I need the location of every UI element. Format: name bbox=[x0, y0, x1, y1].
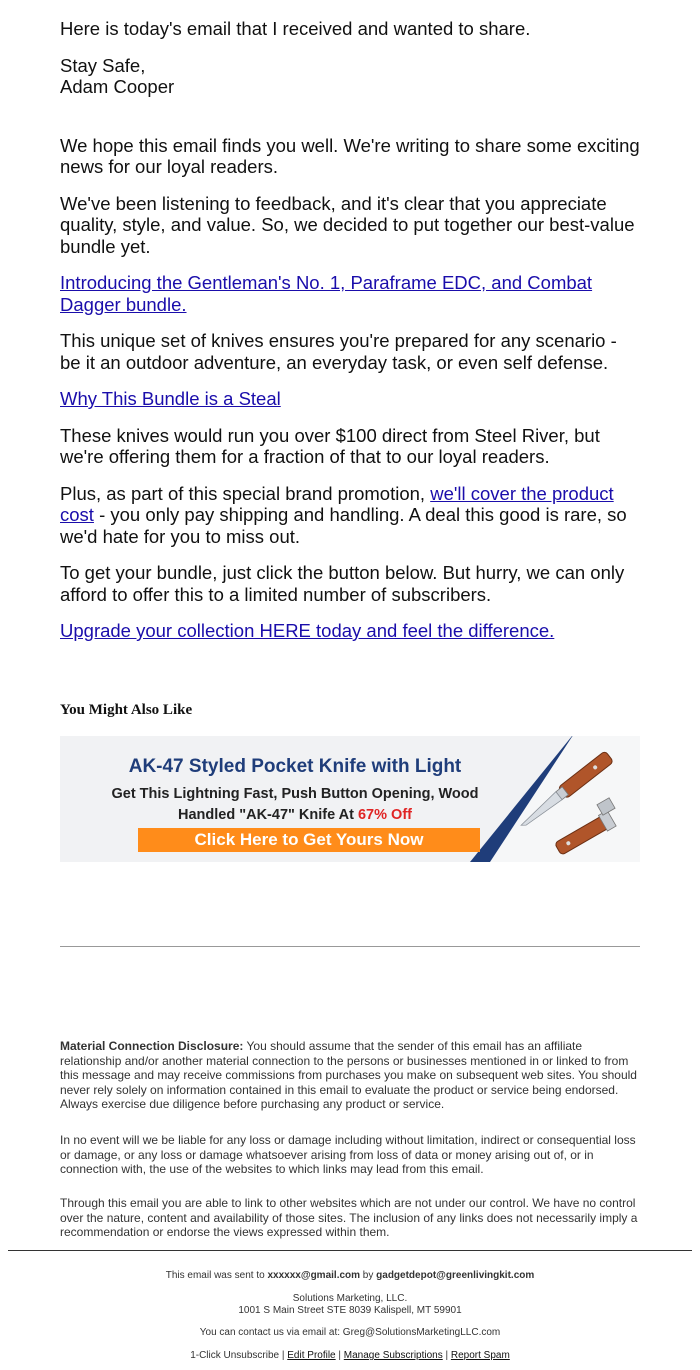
signature: Adam Cooper bbox=[60, 76, 175, 97]
bundle-intro-link[interactable]: Introducing the Gentleman's No. 1, Paraframe EDC, and Combat Dagger bundle. bbox=[60, 272, 593, 315]
paragraph-feedback: We've been listening to feedback, and it's clear that you appreciate quality, style, and value. So, we decided to put together our best-value bundle yet. bbox=[60, 192, 635, 257]
pocket-knife-icon bbox=[504, 744, 634, 856]
one-click-unsubscribe-label: 1-Click Unsubscribe bbox=[190, 1350, 280, 1361]
banner-cta-button[interactable]: Click Here to Get Yours Now bbox=[138, 828, 480, 852]
footer-divider bbox=[8, 1250, 692, 1251]
upgrade-collection-link[interactable]: Upgrade your collection HERE today and feel the difference. bbox=[60, 620, 555, 641]
you-might-also-like-heading: You Might Also Like bbox=[60, 702, 193, 718]
material-disclosure: Material Connection Disclosure: You should assume that the sender of this email has an affiliate relationship and/or another material connection to the persons or businesses mentioned in or linked to from this message and may receive commissions from purchases you make on subsequent web sites. You should never rely solely on information contained in this email to evaluate the product or service being endorsed. Always exercise due diligence before purchasing any product or service. bbox=[60, 1039, 637, 1111]
paragraph-greeting: We hope this email finds you well. We're writing to share some exciting news for our loyal readers. bbox=[60, 134, 640, 177]
contact-line: You can contact us via email at: Greg@SolutionsMarketingLLC.com bbox=[199, 1327, 501, 1338]
manage-subscriptions-link[interactable]: Manage Subscriptions bbox=[343, 1350, 443, 1361]
banner-discount: 67% Off bbox=[357, 807, 412, 823]
email-body bbox=[60, 18, 642, 657]
paragraph-price: These knives would run you over $100 direct from Steel River, but we're offering them for a fraction of that to our loyal readers. bbox=[60, 424, 600, 467]
external-links-notice: Through this email you are able to link to other websites which are not under our control. We have no control over the nature, content and availability of those sites. The inclusion of any links does not necessarily imply a recommendation or endorse the views expressed within them. bbox=[60, 1196, 638, 1239]
edit-profile-link[interactable]: Edit Profile bbox=[287, 1350, 336, 1361]
intro-line: Here is today's email that I received and wanted to share. bbox=[60, 18, 531, 39]
liability-notice: In no event will we be liable for any loss or damage including without limitation, indirect or consequential loss or damage, or any loss or damage whatsoever arising from loss of data or money arising out of, or in connection with, the use of the websites to which links may lead from this email. bbox=[60, 1133, 636, 1176]
paragraph-promotion: Plus, as part of this special brand promotion, we'll cover the product cost - you only pay shipping and handling. A deal this good is rare, so we'd hate for you to miss out. bbox=[60, 482, 627, 547]
banner-subtitle: Get This Lightning Fast, Push Button Opening, Wood Handled "AK-47" Knife At 67% Off bbox=[111, 786, 479, 823]
ak47-knife-ad-banner[interactable] bbox=[60, 736, 640, 862]
sent-to-line: This email was sent to xxxxxx@gmail.com by gadgetdepot@greenlivingkit.com bbox=[165, 1270, 535, 1281]
divider bbox=[60, 946, 640, 947]
report-spam-link[interactable]: Report Spam bbox=[450, 1350, 510, 1361]
product-cost-link[interactable]: we'll cover the product cost bbox=[60, 482, 614, 525]
paragraph-cta: To get your bundle, just click the button below. But hurry, we can only afford to offer this to a limited number of subscribers. bbox=[60, 562, 625, 605]
banner-title: AK-47 Styled Pocket Knife with Light bbox=[128, 756, 462, 777]
company-address: 1001 S Main Street STE 8039 Kalispell, MT 59901 bbox=[238, 1305, 462, 1316]
why-bundle-link[interactable]: Why This Bundle is a Steal bbox=[60, 388, 281, 409]
paragraph-knife-set: This unique set of knives ensures you're prepared for any scenario - be it an outdoor adventure, an everyday task, or even self defense. bbox=[60, 330, 617, 373]
signoff: Stay Safe, bbox=[60, 54, 146, 76]
footer-links: 1-Click Unsubscribe | Edit Profile | Manage Subscriptions | Report Spam bbox=[190, 1350, 510, 1361]
company-name: Solutions Marketing, LLC. bbox=[292, 1293, 408, 1304]
